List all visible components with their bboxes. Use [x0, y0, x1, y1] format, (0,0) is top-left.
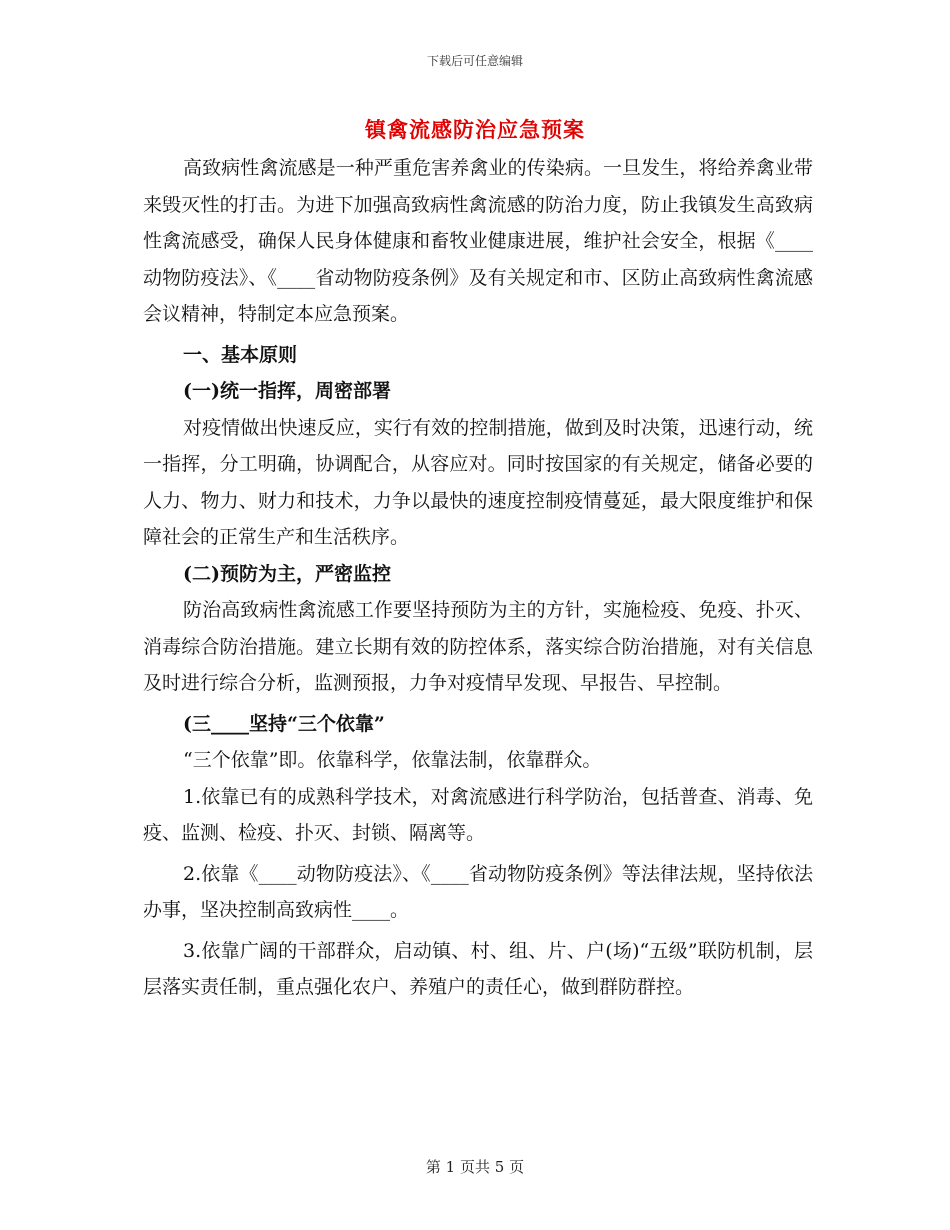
- subsection-text-1: 对疫情做出快速反应，实行有效的控制措施，做到及时决策，迅速行动，统一指挥，分工明确，协调配合，从容应对。同时按国家的有关规定，储备必要的人力、物力、财力和技术，力争以最快的速度控制疫情蔓延，最大限度维护和保障社会的正常生产和生活秩序。: [143, 416, 813, 548]
- intro-paragraph: 高致病性禽流感是一种严重危害养禽业的传染病。一旦发生，将给养禽业带来毁灭性的打击。为进下加强高致病性禽流感的防治力度，防止我镇发生高致病性禽流感受，确保人民身体健康和畜牧业健康进展，维护社会安全，根据《____动物防疫法》、《____省动物防疫条例》及有关规定和市、区防止高致病性禽流感会议精神，特制定本应急预案。: [143, 157, 813, 325]
- section-heading-basic-principles: 一、基本原则: [183, 343, 298, 366]
- document-title: 镇禽流感防治应急预案: [365, 117, 585, 142]
- subsection-heading-1: (一)统一指挥，周密部署: [183, 380, 391, 402]
- subsection-heading-3: (三____坚持“三个依靠”: [183, 712, 385, 735]
- list-item-1: 1.依靠已有的成熟科学技术，对禽流感进行科学防治，包括普查、消毒、免疫、监测、检疫、扑灭、封锁、隔离等。: [143, 785, 813, 844]
- subsection-heading-2: (二)预防为主，严密监控: [183, 562, 391, 585]
- list-item-3: 3.依靠广阔的干部群众，启动镇、村、组、片、户(场)“五级”联防机制，层层落实责任制，重点强化农户、养殖户的责任心，做到群防群控。: [143, 939, 813, 998]
- list-item-2: 2.依靠《____动物防疫法》、《____省动物防疫条例》等法律法规，坚持依法办事，坚决控制高致病性____。: [143, 862, 813, 921]
- subsection-text-2: 防治高致病性禽流感工作要坚持预防为主的方针，实施检疫、免疫、扑灭、消毒综合防治措施。建立长期有效的防控体系，落实综合防治措施，对有关信息及时进行综合分析，监测预报，力争对疫情早发现、早报告、早控制。: [143, 599, 813, 694]
- subsection-text-3: “三个依靠”即。依靠科学，依靠法制，依靠群众。: [183, 749, 602, 771]
- document-body: [143, 150, 813, 1006]
- page-number-footer: 第 1 页共 5 页: [425, 1158, 525, 1176]
- page-header-note: 下载后可任意编辑: [426, 54, 523, 68]
